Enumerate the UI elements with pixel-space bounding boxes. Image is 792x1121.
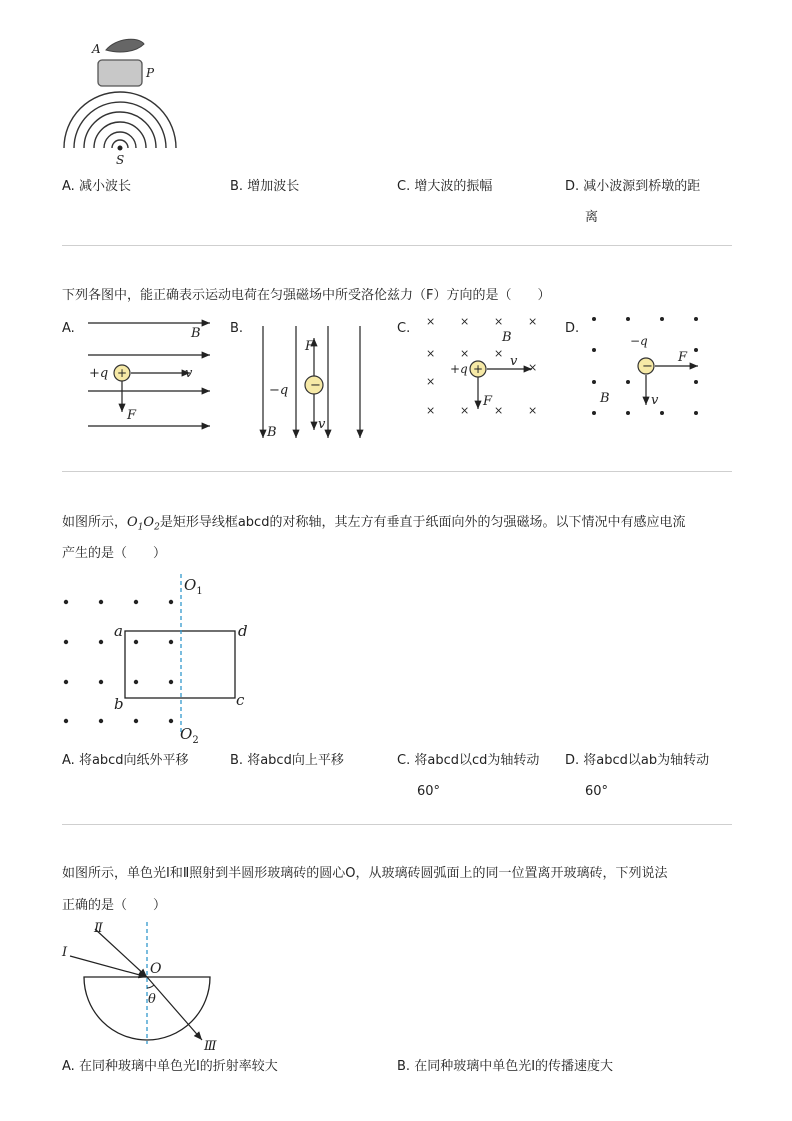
option-letter: B.	[397, 1059, 411, 1074]
label-f: F	[305, 339, 315, 354]
divider	[62, 245, 732, 246]
q3-option-b[interactable]	[230, 752, 344, 770]
option-text: 在同种玻璃中单色光Ⅰ的折射率较大	[78, 1059, 278, 1074]
option-letter: D.	[565, 753, 580, 768]
label-d: d	[238, 622, 248, 640]
charge-sign: −	[310, 378, 321, 393]
svg-text:×: ×	[426, 347, 436, 360]
charge-sign: +	[473, 362, 484, 376]
q3-stem-line2: 产生的是（ ）	[62, 546, 167, 561]
label-q: −q	[630, 334, 648, 348]
label-theta: θ	[148, 992, 156, 1007]
label-o2: $O_2$	[180, 725, 199, 746]
wire-frame-abcd	[125, 631, 235, 698]
q2-figure-d	[588, 313, 718, 423]
q1-option-a[interactable]	[62, 178, 131, 196]
svg-text:×: ×	[528, 404, 538, 417]
wave-arcs	[64, 92, 176, 148]
q2-option-d-letter[interactable]: D.	[565, 321, 580, 336]
label-v: v	[651, 393, 659, 408]
label-q: +q	[450, 362, 468, 376]
option-letter: C.	[397, 179, 411, 194]
label-a: A	[92, 42, 101, 56]
label-q: +q	[89, 366, 109, 381]
stem-text: 是矩形导线框abcd的对称轴，其左方有垂直于纸面向外的匀强磁场。以下情况中有感应电流	[159, 515, 686, 530]
option-letter: A.	[62, 1059, 75, 1074]
charge-sign: +	[117, 366, 128, 380]
svg-text:×: ×	[494, 347, 504, 360]
q1-option-b[interactable]	[230, 178, 299, 196]
axis-o1: $O_1O_2$	[127, 515, 160, 533]
label-f: F	[678, 350, 688, 365]
q4-option-b[interactable]	[397, 1058, 613, 1076]
divider	[62, 824, 732, 825]
label-b: B	[600, 391, 610, 406]
label-ray3: Ⅲ	[204, 1039, 217, 1054]
q3-option-d-cont: 60°	[585, 784, 609, 799]
charge-sign: −	[642, 359, 653, 374]
label-q: −q	[269, 383, 289, 398]
label-v: v	[185, 366, 193, 381]
option-letter: A.	[62, 179, 75, 194]
label-c: c	[236, 691, 245, 709]
q3-option-c[interactable]	[397, 752, 539, 770]
label-b: B	[191, 326, 201, 341]
option-text: 将abcd向上平移	[247, 753, 344, 768]
label-o: O	[150, 961, 162, 977]
q1-option-d-cont: 离	[585, 210, 599, 225]
q4-stem-line2: 正确的是（ ）	[62, 898, 167, 913]
q1-option-c[interactable]	[397, 178, 492, 196]
option-letter: B.	[230, 179, 244, 194]
q2-figure-c	[420, 315, 550, 425]
option-letter: A.	[62, 753, 75, 768]
label-v: v	[318, 417, 326, 432]
option-text: 将abcd以cd为轴转动	[414, 753, 540, 768]
option-text: 将abcd以ab为轴转动	[583, 753, 710, 768]
svg-text:×: ×	[494, 404, 504, 417]
q4-stem: 如图所示，单色光Ⅰ和Ⅱ照射到半圆形玻璃砖的圆心O，从玻璃砖圆弧面上的同一位置离开玻璃砖，下列说法	[62, 866, 668, 881]
option-text: 减小波源到桥墩的距	[583, 179, 701, 194]
label-ray1: Ⅰ	[62, 945, 68, 960]
q2-figure-b	[255, 322, 375, 452]
svg-text:×: ×	[460, 347, 470, 360]
q1-option-d[interactable]	[565, 178, 700, 196]
option-text: 减小波长	[78, 179, 131, 194]
q3-option-d[interactable]	[565, 752, 709, 770]
q4-option-a[interactable]	[62, 1058, 278, 1076]
option-letter: D.	[565, 179, 580, 194]
leaf-icon	[106, 39, 144, 52]
label-b: B	[267, 425, 277, 440]
label-s: S	[116, 153, 125, 167]
q2-stem: 下列各图中，能正确表示运动电荷在匀强磁场中所受洛伦兹力（F）方向的是（ ）	[62, 288, 551, 303]
label-b: b	[114, 695, 124, 713]
label-a: a	[114, 622, 123, 640]
block-p	[98, 60, 142, 86]
q3-option-a[interactable]	[62, 752, 189, 770]
option-text: 在同种玻璃中单色光Ⅰ的传播速度大	[414, 1059, 614, 1074]
divider	[62, 471, 732, 472]
svg-text:×: ×	[528, 315, 538, 328]
label-p: P	[146, 66, 155, 80]
option-text: 增加波长	[247, 179, 300, 194]
option-letter: B.	[230, 753, 244, 768]
svg-text:×: ×	[426, 375, 436, 388]
q1-figure	[60, 38, 190, 168]
q3-figure	[58, 572, 258, 746]
label-ray2: Ⅱ	[94, 921, 103, 936]
q3-option-c-cont: 60°	[417, 784, 441, 799]
svg-text:×: ×	[460, 404, 470, 417]
q4-figure	[58, 922, 258, 1052]
q2-option-c-letter[interactable]: C.	[397, 321, 411, 336]
wave-source	[118, 146, 123, 151]
svg-text:×: ×	[426, 315, 436, 328]
option-letter: C.	[397, 753, 411, 768]
q3-stem	[62, 514, 685, 537]
svg-text:×: ×	[528, 361, 538, 374]
label-f: F	[483, 394, 493, 409]
q2-option-b-letter[interactable]: B.	[230, 321, 244, 336]
label-o1: $O_1$	[184, 576, 203, 597]
label-b: B	[502, 330, 512, 345]
q2-figure-a	[85, 315, 225, 435]
q2-option-a-letter[interactable]: A.	[62, 321, 75, 336]
stem-text: 如图所示，	[62, 515, 128, 530]
option-text: 将abcd向纸外平移	[78, 753, 189, 768]
svg-text:×: ×	[494, 315, 504, 328]
option-text: 增大波的振幅	[414, 179, 493, 194]
svg-text:×: ×	[426, 404, 436, 417]
svg-text:×: ×	[460, 315, 470, 328]
label-f: F	[127, 408, 137, 423]
label-v: v	[510, 354, 518, 369]
